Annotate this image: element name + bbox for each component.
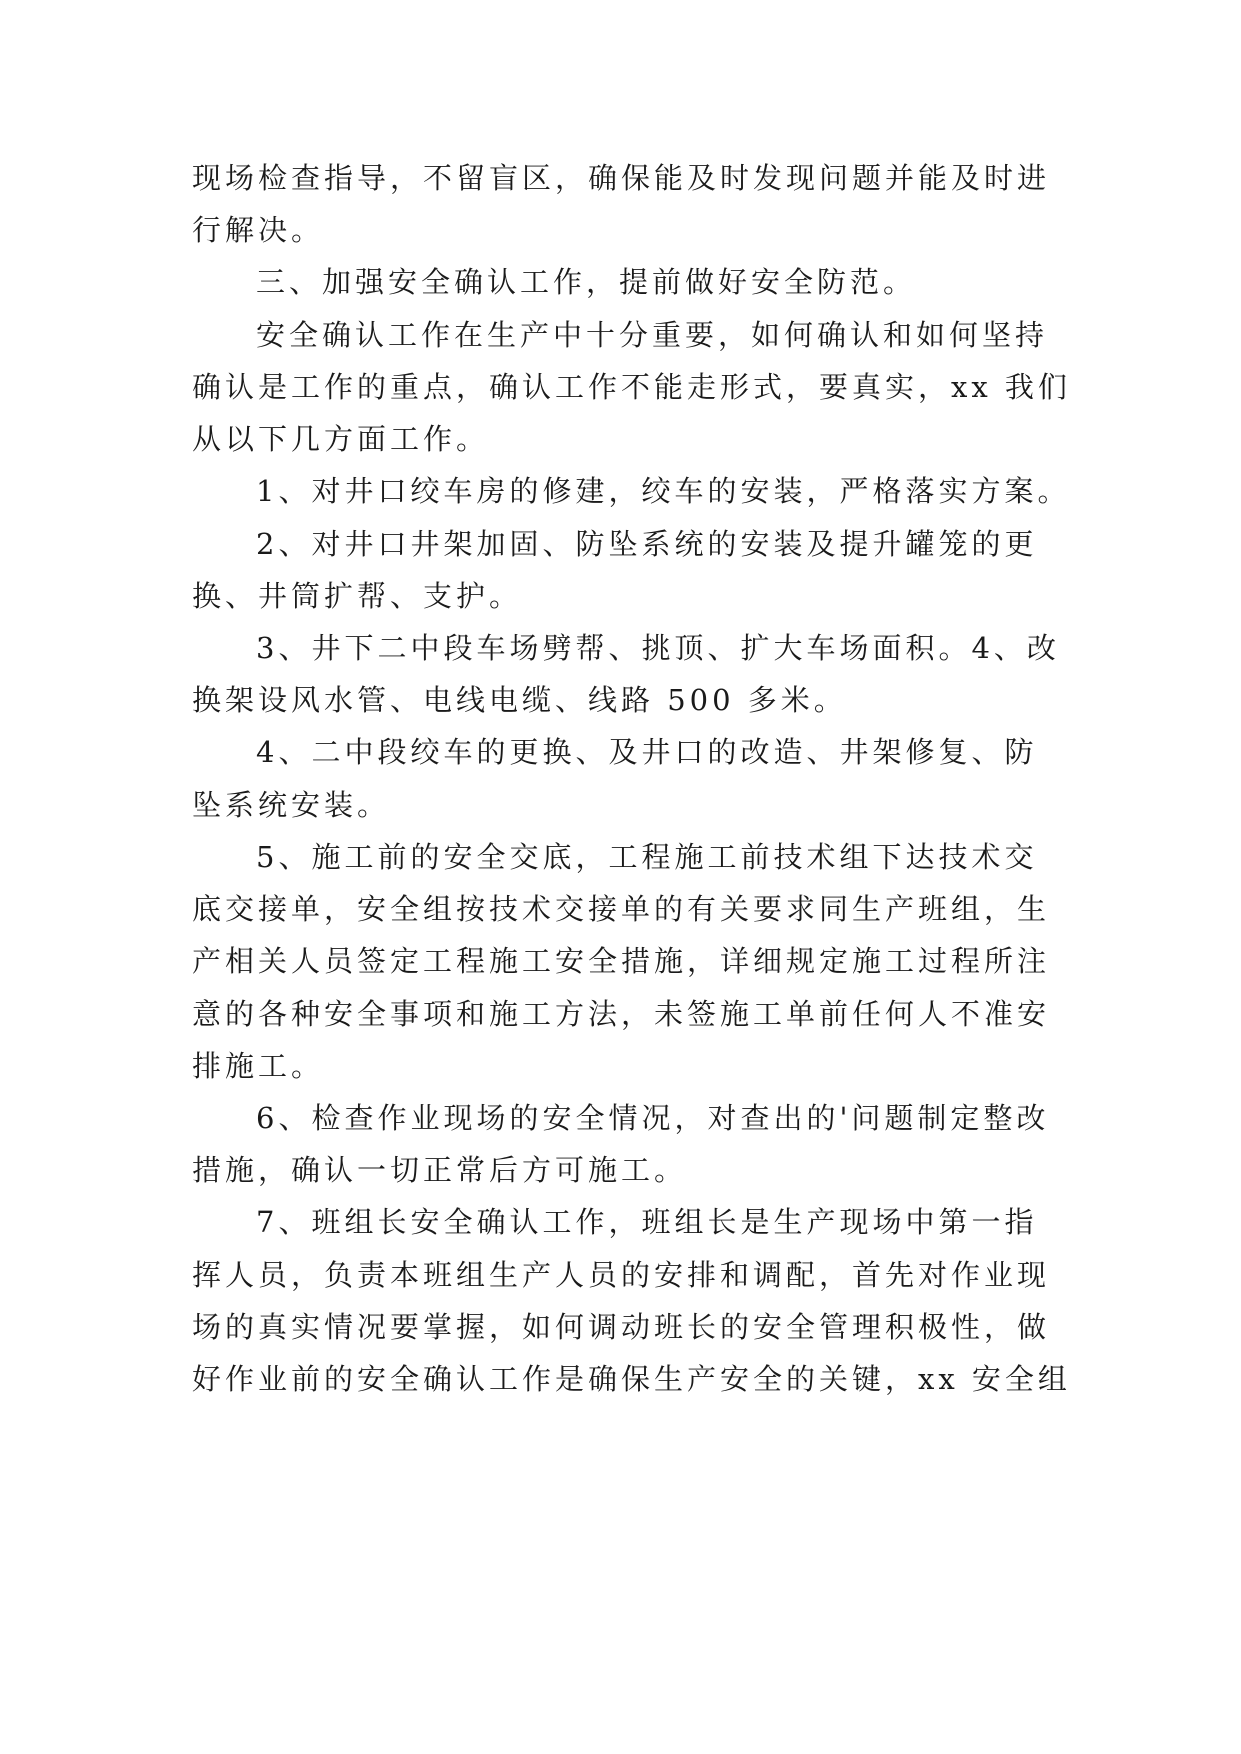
text-line: 安全确认工作在生产中十分重要，如何确认和如何坚持 (256, 318, 1049, 352)
text-line: 措施，确认一切正常后方可施工。 (192, 1153, 688, 1187)
text-line: 6、检查作业现场的安全情况，对查出的'问题制定整改 (256, 1101, 1050, 1135)
text-line: 好作业前的安全确认工作是确保生产安全的关键，xx 安全组 (192, 1362, 1071, 1396)
text-line: 4、二中段绞车的更换、及井口的改造、井架修复、防 (256, 735, 1038, 769)
text-line: 2、对井口井架加固、防坠系统的安装及提升罐笼的更 (256, 527, 1038, 561)
text-line: 意的各种安全事项和施工方法，未签施工单前任何人不准安 (192, 997, 1051, 1031)
text-line: 底交接单，安全组按技术交接单的有关要求同生产班组，生 (192, 892, 1051, 926)
text-line: 坠系统安装。 (192, 788, 391, 822)
text-line: 场的真实情况要掌握，如何调动班长的安全管理积极性，做 (192, 1310, 1051, 1344)
text-line: 三、加强安全确认工作，提前做好安全防范。 (256, 265, 917, 299)
text-line: 换、井筒扩帮、支护。 (192, 579, 523, 613)
text-line: 3、井下二中段车场劈帮、挑顶、扩大车场面积。4、改 (256, 631, 1060, 665)
text-line: 从以下几方面工作。 (192, 422, 490, 456)
text-line: 挥人员，负责本班组生产人员的安排和调配，首先对作业现 (192, 1258, 1051, 1292)
text-line: 现场检查指导，不留盲区，确保能及时发现问题并能及时进 (192, 161, 1051, 195)
text-line: 1、对井口绞车房的修建，绞车的安装，严格落实方案。 (256, 474, 1071, 508)
text-line: 排施工。 (192, 1049, 325, 1083)
text-line: 行解决。 (192, 213, 325, 247)
text-line: 7、班组长安全确认工作，班组长是生产现场中第一指 (256, 1205, 1038, 1239)
text-line: 产相关人员签定工程施工安全措施，详细规定施工过程所注 (192, 944, 1051, 978)
text-line: 换架设风水管、电线电缆、线路 500 多米。 (192, 683, 847, 717)
text-line: 确认是工作的重点，确认工作不能走形式，要真实，xx 我们 (192, 370, 1071, 404)
text-line: 5、施工前的安全交底，工程施工前技术组下达技术交 (256, 840, 1038, 874)
